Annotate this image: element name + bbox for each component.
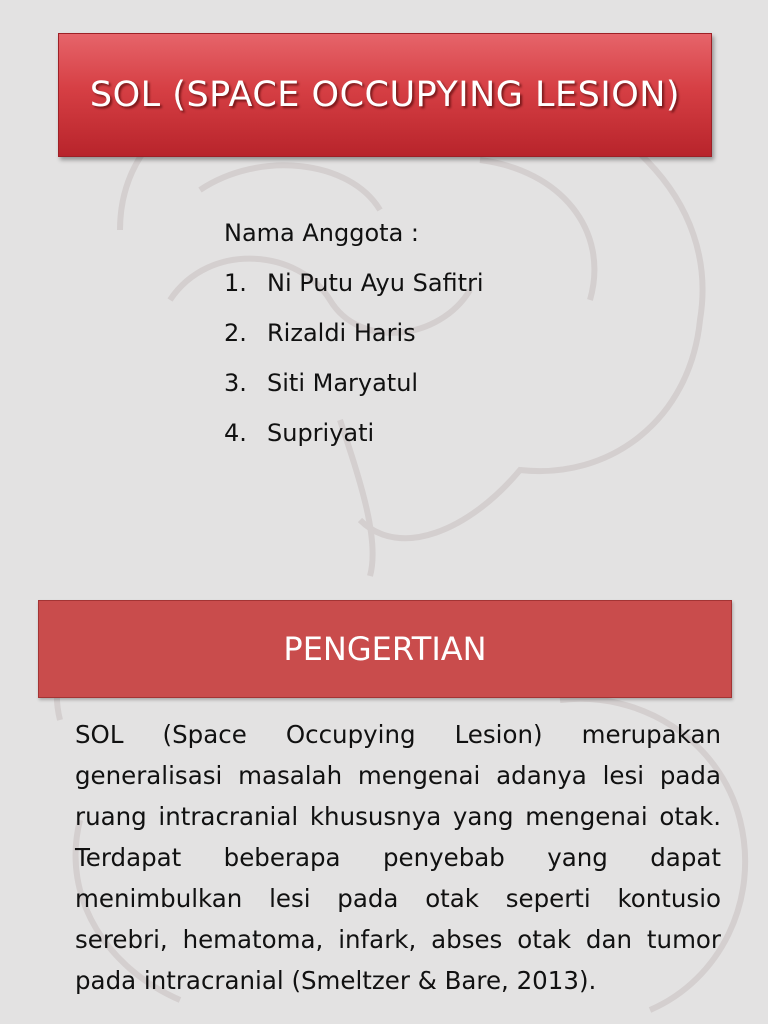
member-name: Supriyati [267, 419, 375, 447]
definition-slide [0, 576, 768, 1024]
member-item [224, 358, 644, 408]
member-list-heading: Nama Anggota : [224, 219, 419, 247]
member-item [224, 408, 644, 458]
member-item [224, 308, 644, 358]
member-number: 1. [224, 269, 247, 297]
section-heading-banner [38, 600, 732, 698]
title-banner [58, 33, 712, 157]
member-name: Siti Maryatul [267, 369, 419, 397]
section-heading: PENGERTIAN [283, 630, 487, 668]
slide-title: SOL (SPACE OCCUPYING LESION) [89, 75, 681, 115]
member-number: 2. [224, 319, 247, 347]
member-list [224, 208, 644, 458]
member-name: Ni Putu Ayu Safitri [267, 269, 484, 297]
member-number: 4. [224, 419, 247, 447]
member-number: 3. [224, 369, 247, 397]
definition-paragraph: SOL (Space Occupying Lesion) merupakan generalisasi masalah mengenai adanya lesi pada ruang intracranial khususnya yang mengenai otak. Terdapat beberapa penyebab yang dapat menimbulkan lesi pada otak seperti kontusio serebri, hematoma, infark, abses otak dan tumor pada intracranial (Smeltzer & Bare, 2013). [75, 720, 721, 995]
member-name: Rizaldi Haris [267, 319, 416, 347]
member-item [224, 258, 644, 308]
